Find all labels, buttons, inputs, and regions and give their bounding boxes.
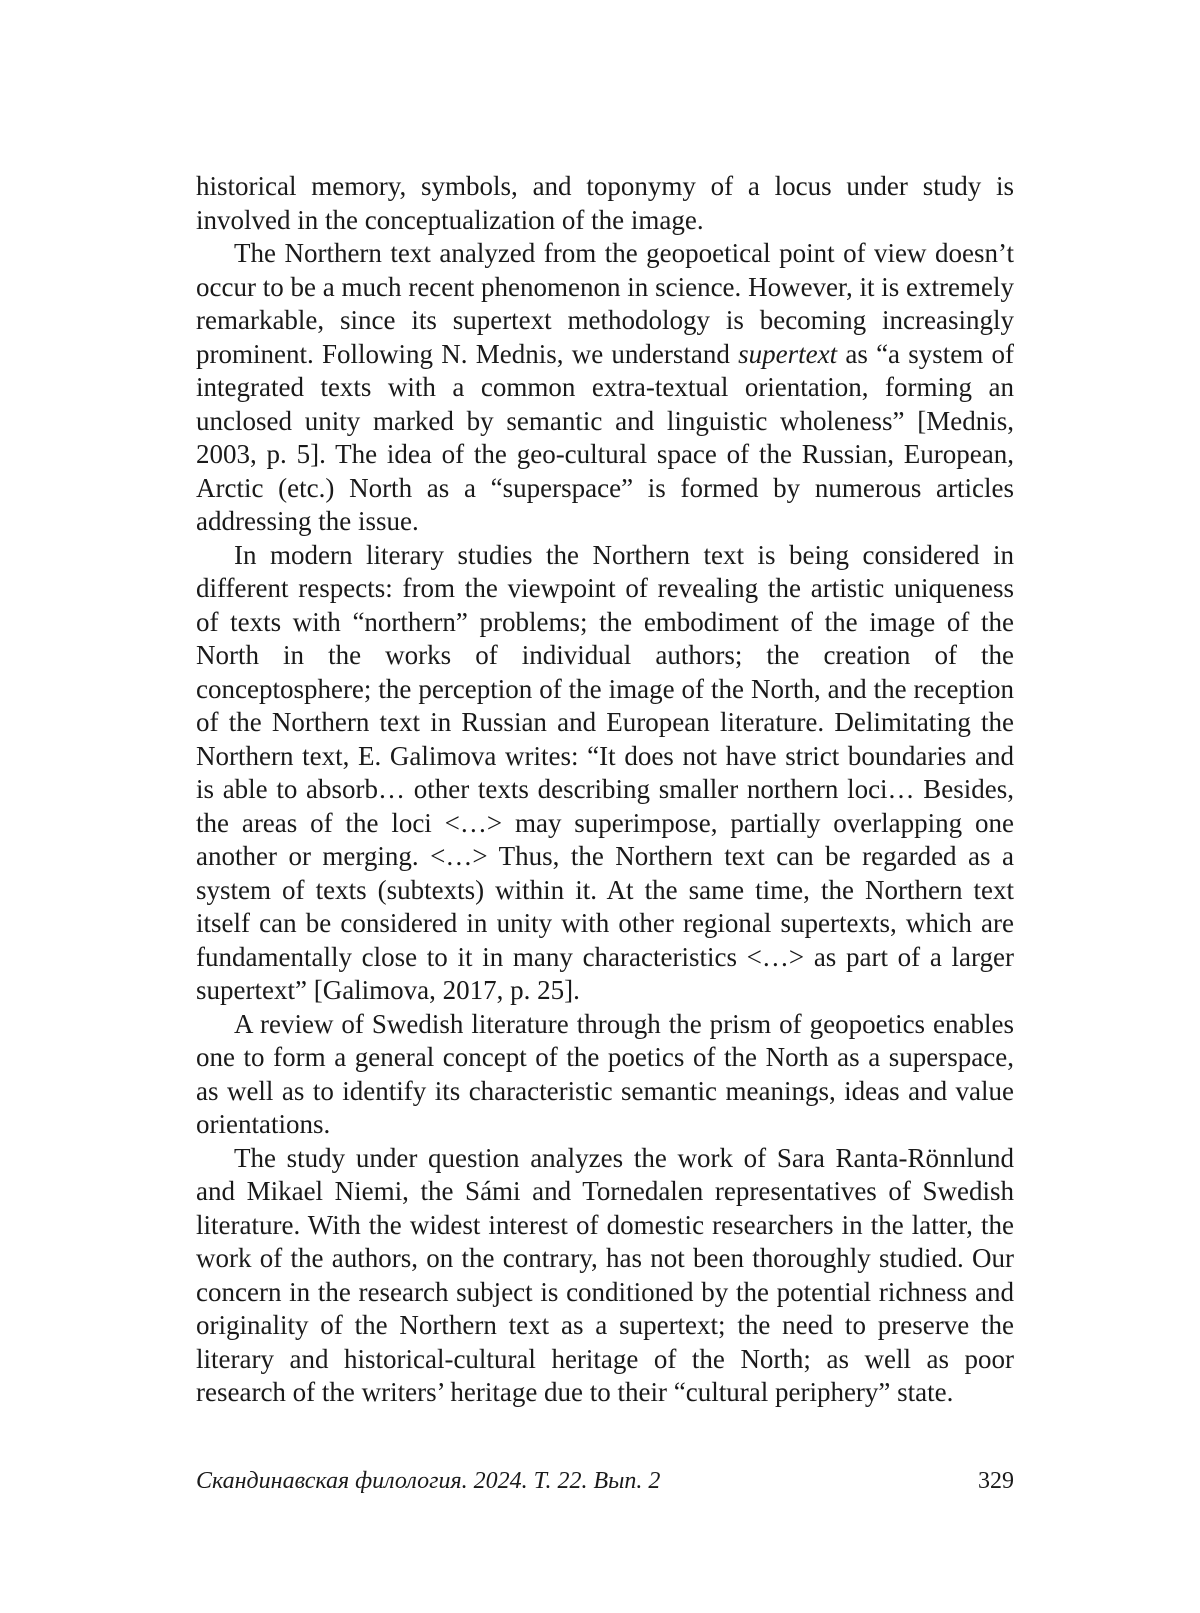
page-footer <box>196 1468 1014 1495</box>
body-text <box>196 170 1014 1410</box>
paragraph-4: A review of Swedish literature through the prism of geopoetics enables one to form a general concept of the poetics of the North as a superspace, as well as to identify its characteristic semantic meanings, ideas and value orientations. <box>196 1008 1014 1139</box>
emphasis-term: supertext <box>738 338 838 369</box>
journal-citation: Скандинавская филология. 2024. Т. 22. Вып. 2 <box>196 1468 661 1494</box>
paragraph-1: historical memory, symbols, and toponymy of a locus under study is involved in the conceptualization of the image. <box>196 171 1014 235</box>
paragraph-3: In modern literary studies the Northern text is being considered in different respects: from the viewpoint of revealing the artistic uniqueness of texts with “northern” problems; the embodiment of the image of the North in the works of individual authors; the creation of the conceptosphere; the perception of the image of the North, and the reception of the Northern text in Russian and European literature. Delimitating the Northern text, E. Galimova writes: “It does not have strict boundaries and is able to absorb… other texts describing smaller northern loci… Besides, the areas of the loci <…> may superimpose, partially overlapping one another or merging. <…> Thus, the Northern text can be regarded as a system of texts (subtexts) within it. At the same time, the Northern text itself can be considered in unity with other regional supertexts, which are fundamentally close to it in many characteristics <…> as part of a larger supertext” [Galimova, 2017, p. 25]. <box>196 539 1014 1005</box>
paragraph-2: The Northern text analyzed from the geopoetical point of view doesn’t occur to be a much recent phenomenon in science. However, it is extremely remarkable, since its supertext methodology is becoming increasingly prominent. Following N. Mednis, we understand supertext as “a system of integrated texts with a common extra-textual orientation, forming an unclosed unity marked by semantic and linguistic wholeness” [Mednis, 2003, p. 5]. The idea of the geo-cultural space of the Russian, European, Arctic (etc.) North as a “superspace” is formed by numerous articles addressing the issue. <box>196 238 1015 536</box>
paragraph-5: The study under question analyzes the work of Sara Ranta-Rönnlund and Mikael Niemi, the Sámi and Tornedalen representatives of Swedish literature. With the widest interest of domestic researchers in the latter, the work of the authors, on the contrary, has not been thoroughly studied. Our concern in the research subject is conditioned by the potential richness and originality of the Northern text as a supertext; the need to preserve the literary and historical-cultural heritage of the North; as well as poor research of the writers’ heritage due to their “cultural periphery” state. <box>196 1142 1014 1407</box>
page-number: 329 <box>978 1468 1014 1494</box>
